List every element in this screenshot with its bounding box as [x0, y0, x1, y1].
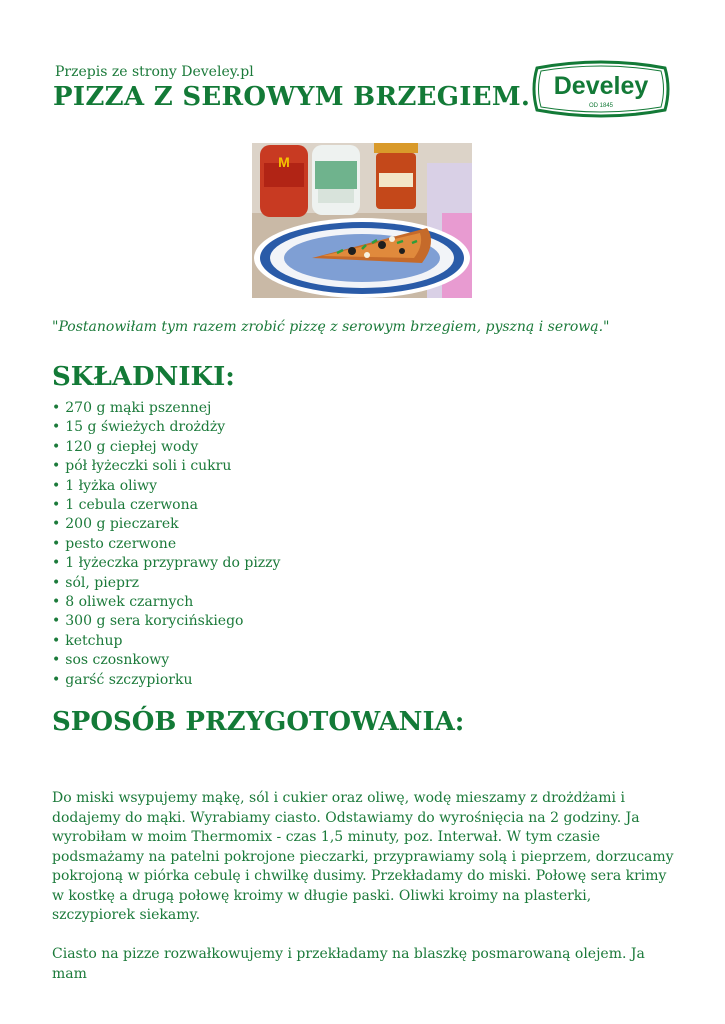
ingredient-item: • pół łyżeczki soli i cukru	[52, 457, 280, 476]
ingredient-item: • 1 łyżeczka przyprawy do pizzy	[52, 554, 280, 573]
ingredients-heading: SKŁADNIKI:	[52, 362, 235, 392]
garlic-sauce-bottle	[312, 145, 360, 215]
ingredient-item: • 270 g mąki pszennej	[52, 399, 280, 418]
preparation-paragraph: Do miski wsypujemy mąkę, sól i cukier oraz oliwę, wodę mieszamy z drożdżami i dodajemy do mąki. Wyrabiamy ciasto. Odstawiamy do wyrośnięcia na 2 godziny. Ja wyrobiłam w moim Thermomix - czas 1,5 minuty, poz. Interwał. W tym czasie podsmażamy na patelni pokrojone pieczarki, przyprawiamy solą i pieprzem, dorzucamy pokrojoną w piórka cebulę i chwilkę dusimy. Przekładamy do miski. Połowę sera krimy w kostkę a drugą połowę kroimy w długie paski. Oliwki kroimy na plasterki, szczypiorek siekamy.	[52, 790, 674, 923]
ingredient-item: • sos czosnkowy	[52, 651, 280, 670]
ingredient-item: • sól, pieprz	[52, 574, 280, 593]
pesto-jar	[374, 143, 418, 209]
ingredient-item: • pesto czerwone	[52, 535, 280, 554]
ingredient-item: • 15 g świeżych drożdży	[52, 418, 280, 437]
ingredient-item: • ketchup	[52, 632, 280, 651]
ingredient-item: • 200 g pieczarek	[52, 515, 280, 534]
recipe-title: PIZZA Z SEROWYM BRZEGIEM.	[53, 82, 531, 112]
svg-text:M: M	[278, 154, 290, 170]
ingredient-item: • garść szczypiorku	[52, 671, 280, 690]
ingredient-item: • 1 cebula czerwona	[52, 496, 280, 515]
logo-wordmark: Develey	[553, 72, 649, 100]
develey-logo	[531, 58, 671, 120]
logo-since: OD 1845	[588, 103, 614, 109]
intro-quote: "Postanowiłam tym razem zrobić pizzę z serowym brzegiem, pyszną i serową."	[52, 319, 610, 335]
ingredients-list	[52, 399, 280, 690]
ingredient-item: • 1 łyżka oliwy	[52, 477, 280, 496]
pizza-photo	[252, 143, 472, 298]
preparation-heading: SPOSÓB PRZYGOTOWANIA:	[52, 707, 465, 737]
ingredient-item: • 8 oliwek czarnych	[52, 593, 280, 612]
ingredient-item: • 300 g sera korycińskiego	[52, 612, 280, 631]
preparation-paragraph: Ciasto na pizze rozwałkowujemy i przekładamy na blaszkę posmarowaną olejem. Ja mam	[52, 946, 645, 982]
ingredient-item: • 120 g ciepłej wody	[52, 438, 280, 457]
ketchup-bottle	[260, 145, 308, 217]
source-label: Przepis ze strony Develey.pl	[55, 64, 254, 80]
